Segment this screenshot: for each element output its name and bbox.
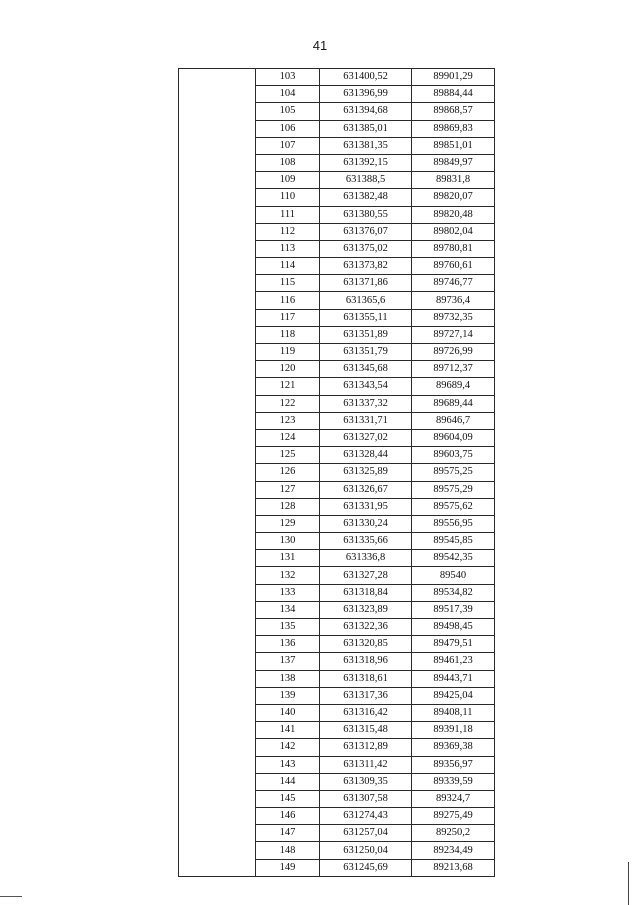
x-coordinate-cell: 631373,82 (320, 258, 412, 275)
x-coordinate-cell: 631392,15 (320, 154, 412, 171)
y-coordinate-cell: 89339,59 (412, 773, 495, 790)
x-coordinate-cell: 631365,6 (320, 292, 412, 309)
y-coordinate-cell: 89736,4 (412, 292, 495, 309)
x-coordinate-cell: 631318,61 (320, 670, 412, 687)
y-coordinate-cell: 89443,71 (412, 670, 495, 687)
scan-edge-mark (0, 896, 22, 897)
x-coordinate-cell: 631345,68 (320, 361, 412, 378)
table-row (179, 69, 495, 86)
x-coordinate-cell: 631318,96 (320, 653, 412, 670)
point-number-cell: 145 (256, 790, 320, 807)
point-number-cell: 137 (256, 653, 320, 670)
point-number-cell: 113 (256, 240, 320, 257)
y-coordinate-cell: 89849,97 (412, 154, 495, 171)
point-number-cell: 115 (256, 275, 320, 292)
y-coordinate-cell: 89780,81 (412, 240, 495, 257)
y-coordinate-cell: 89250,2 (412, 825, 495, 842)
y-coordinate-cell: 89540 (412, 567, 495, 584)
point-number-cell: 126 (256, 464, 320, 481)
y-coordinate-cell: 89517,39 (412, 601, 495, 618)
x-coordinate-cell: 631375,02 (320, 240, 412, 257)
point-number-cell: 107 (256, 137, 320, 154)
y-coordinate-cell: 89408,11 (412, 704, 495, 721)
point-number-cell: 144 (256, 773, 320, 790)
y-coordinate-cell: 89646,7 (412, 412, 495, 429)
point-number-cell: 123 (256, 412, 320, 429)
point-number-cell: 133 (256, 584, 320, 601)
point-number-cell: 130 (256, 533, 320, 550)
y-coordinate-cell: 89689,4 (412, 378, 495, 395)
x-coordinate-cell: 631320,85 (320, 636, 412, 653)
x-coordinate-cell: 631385,01 (320, 120, 412, 137)
y-coordinate-cell: 89831,8 (412, 172, 495, 189)
y-coordinate-cell: 89868,57 (412, 103, 495, 120)
y-coordinate-cell: 89461,23 (412, 653, 495, 670)
x-coordinate-cell: 631396,99 (320, 86, 412, 103)
y-coordinate-cell: 89575,62 (412, 498, 495, 515)
coordinates-table (178, 68, 495, 877)
point-number-cell: 141 (256, 722, 320, 739)
x-coordinate-cell: 631257,04 (320, 825, 412, 842)
x-coordinate-cell: 631330,24 (320, 515, 412, 532)
point-number-cell: 104 (256, 86, 320, 103)
scan-edge-line (628, 862, 629, 905)
y-coordinate-cell: 89234,49 (412, 842, 495, 859)
x-coordinate-cell: 631335,66 (320, 533, 412, 550)
x-coordinate-cell: 631376,07 (320, 223, 412, 240)
y-coordinate-cell: 89727,14 (412, 326, 495, 343)
y-coordinate-cell: 89712,37 (412, 361, 495, 378)
y-coordinate-cell: 89820,48 (412, 206, 495, 223)
x-coordinate-cell: 631315,48 (320, 722, 412, 739)
x-coordinate-cell: 631388,5 (320, 172, 412, 189)
y-coordinate-cell: 89732,35 (412, 309, 495, 326)
point-number-cell: 139 (256, 687, 320, 704)
point-number-cell: 128 (256, 498, 320, 515)
x-coordinate-cell: 631327,28 (320, 567, 412, 584)
x-coordinate-cell: 631307,58 (320, 790, 412, 807)
point-number-cell: 108 (256, 154, 320, 171)
y-coordinate-cell: 89884,44 (412, 86, 495, 103)
x-coordinate-cell: 631327,02 (320, 429, 412, 446)
x-coordinate-cell: 631351,79 (320, 344, 412, 361)
point-number-cell: 127 (256, 481, 320, 498)
y-coordinate-cell: 89726,99 (412, 344, 495, 361)
point-number-cell: 140 (256, 704, 320, 721)
x-coordinate-cell: 631323,89 (320, 601, 412, 618)
merged-label-cell (179, 69, 256, 877)
x-coordinate-cell: 631312,89 (320, 739, 412, 756)
point-number-cell: 135 (256, 619, 320, 636)
y-coordinate-cell: 89869,83 (412, 120, 495, 137)
x-coordinate-cell: 631326,67 (320, 481, 412, 498)
y-coordinate-cell: 89802,04 (412, 223, 495, 240)
x-coordinate-cell: 631394,68 (320, 103, 412, 120)
x-coordinate-cell: 631316,42 (320, 704, 412, 721)
point-number-cell: 146 (256, 808, 320, 825)
point-number-cell: 143 (256, 756, 320, 773)
x-coordinate-cell: 631274,43 (320, 808, 412, 825)
y-coordinate-cell: 89689,44 (412, 395, 495, 412)
point-number-cell: 116 (256, 292, 320, 309)
x-coordinate-cell: 631351,89 (320, 326, 412, 343)
x-coordinate-cell: 631337,32 (320, 395, 412, 412)
x-coordinate-cell: 631325,89 (320, 464, 412, 481)
y-coordinate-cell: 89556,95 (412, 515, 495, 532)
point-number-cell: 118 (256, 326, 320, 343)
y-coordinate-cell: 89324,7 (412, 790, 495, 807)
y-coordinate-cell: 89901,29 (412, 69, 495, 86)
point-number-cell: 124 (256, 429, 320, 446)
point-number-cell: 131 (256, 550, 320, 567)
x-coordinate-cell: 631311,42 (320, 756, 412, 773)
point-number-cell: 111 (256, 206, 320, 223)
x-coordinate-cell: 631331,71 (320, 412, 412, 429)
x-coordinate-cell: 631382,48 (320, 189, 412, 206)
y-coordinate-cell: 89820,07 (412, 189, 495, 206)
point-number-cell: 110 (256, 189, 320, 206)
point-number-cell: 134 (256, 601, 320, 618)
y-coordinate-cell: 89425,04 (412, 687, 495, 704)
y-coordinate-cell: 89575,29 (412, 481, 495, 498)
point-number-cell: 106 (256, 120, 320, 137)
coordinates-table-body (179, 69, 495, 877)
point-number-cell: 149 (256, 859, 320, 876)
y-coordinate-cell: 89746,77 (412, 275, 495, 292)
x-coordinate-cell: 631245,69 (320, 859, 412, 876)
y-coordinate-cell: 89369,38 (412, 739, 495, 756)
x-coordinate-cell: 631309,35 (320, 773, 412, 790)
x-coordinate-cell: 631355,11 (320, 309, 412, 326)
y-coordinate-cell: 89391,18 (412, 722, 495, 739)
y-coordinate-cell: 89760,61 (412, 258, 495, 275)
x-coordinate-cell: 631336,8 (320, 550, 412, 567)
point-number-cell: 122 (256, 395, 320, 412)
x-coordinate-cell: 631318,84 (320, 584, 412, 601)
point-number-cell: 121 (256, 378, 320, 395)
point-number-cell: 120 (256, 361, 320, 378)
x-coordinate-cell: 631250,04 (320, 842, 412, 859)
point-number-cell: 117 (256, 309, 320, 326)
y-coordinate-cell: 89575,25 (412, 464, 495, 481)
page-number: 41 (312, 38, 328, 53)
point-number-cell: 114 (256, 258, 320, 275)
point-number-cell: 112 (256, 223, 320, 240)
x-coordinate-cell: 631317,36 (320, 687, 412, 704)
y-coordinate-cell: 89604,09 (412, 429, 495, 446)
point-number-cell: 148 (256, 842, 320, 859)
y-coordinate-cell: 89534,82 (412, 584, 495, 601)
point-number-cell: 119 (256, 344, 320, 361)
x-coordinate-cell: 631371,86 (320, 275, 412, 292)
y-coordinate-cell: 89603,75 (412, 447, 495, 464)
y-coordinate-cell: 89356,97 (412, 756, 495, 773)
x-coordinate-cell: 631331,95 (320, 498, 412, 515)
x-coordinate-cell: 631381,35 (320, 137, 412, 154)
y-coordinate-cell: 89275,49 (412, 808, 495, 825)
y-coordinate-cell: 89498,45 (412, 619, 495, 636)
point-number-cell: 103 (256, 69, 320, 86)
x-coordinate-cell: 631400,52 (320, 69, 412, 86)
point-number-cell: 125 (256, 447, 320, 464)
point-number-cell: 105 (256, 103, 320, 120)
y-coordinate-cell: 89542,35 (412, 550, 495, 567)
x-coordinate-cell: 631322,36 (320, 619, 412, 636)
point-number-cell: 147 (256, 825, 320, 842)
x-coordinate-cell: 631380,55 (320, 206, 412, 223)
y-coordinate-cell: 89213,68 (412, 859, 495, 876)
point-number-cell: 138 (256, 670, 320, 687)
y-coordinate-cell: 89479,51 (412, 636, 495, 653)
x-coordinate-cell: 631343,54 (320, 378, 412, 395)
point-number-cell: 129 (256, 515, 320, 532)
point-number-cell: 136 (256, 636, 320, 653)
x-coordinate-cell: 631328,44 (320, 447, 412, 464)
point-number-cell: 109 (256, 172, 320, 189)
point-number-cell: 132 (256, 567, 320, 584)
point-number-cell: 142 (256, 739, 320, 756)
y-coordinate-cell: 89545,85 (412, 533, 495, 550)
y-coordinate-cell: 89851,01 (412, 137, 495, 154)
